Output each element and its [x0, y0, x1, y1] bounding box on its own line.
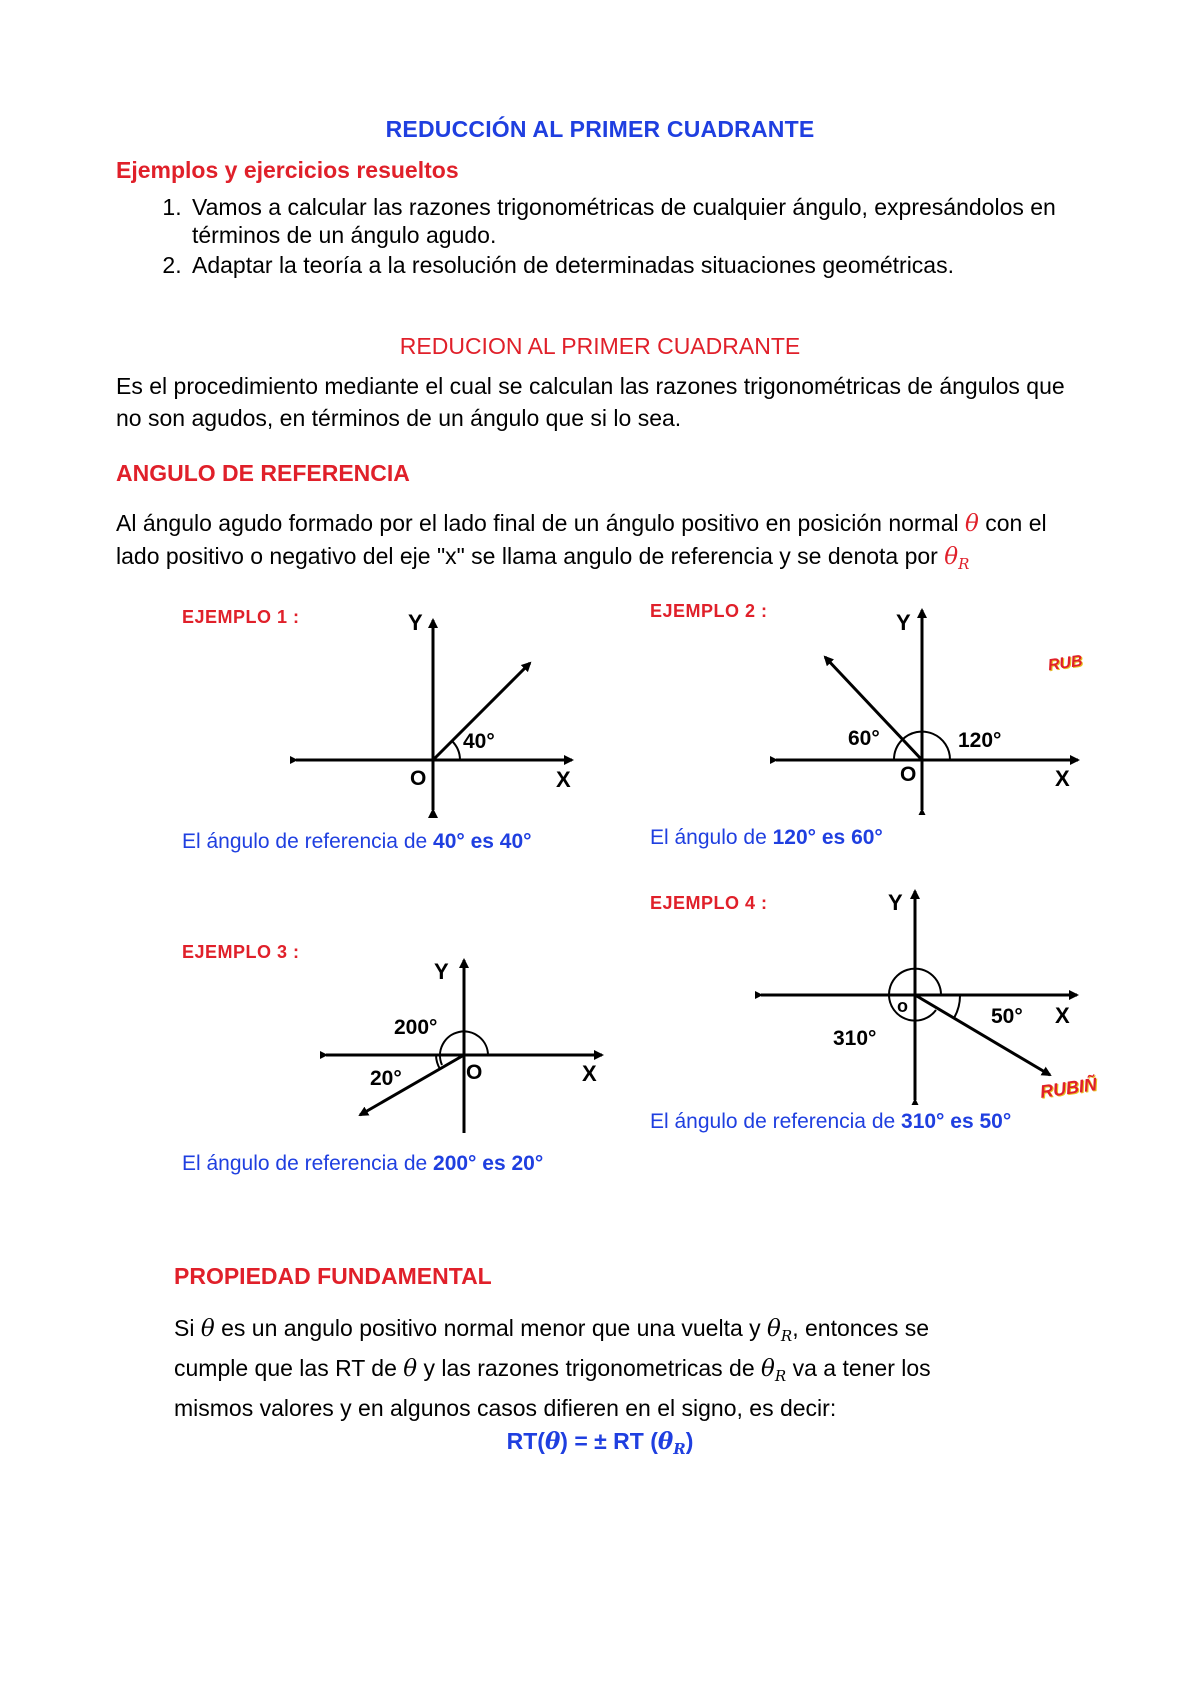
- axis-y-label: Y: [888, 890, 903, 915]
- goals-list: [150, 193, 1128, 281]
- caption-bold: 200° es 20°: [433, 1152, 544, 1175]
- theta-r-base: θ: [944, 544, 959, 570]
- angle-ref-label: 20°: [370, 1067, 402, 1090]
- reference-title: ANGULO DE REFERENCIA: [116, 460, 410, 486]
- origin-label: o: [897, 996, 908, 1016]
- theta-symbol: θ: [965, 511, 979, 537]
- caption-bold: 40° es 40°: [433, 830, 532, 853]
- angle-label: 310°: [833, 1027, 877, 1050]
- theta-r-sub: R: [780, 1327, 793, 1345]
- angle-label: 200°: [394, 1016, 438, 1039]
- property-text: [174, 1312, 1004, 1424]
- example-2-caption: [650, 826, 883, 850]
- formula-theta-r-base: θ: [657, 1428, 674, 1455]
- formula-theta-r-sub: R: [673, 1440, 686, 1458]
- formula-theta: θ: [544, 1428, 561, 1455]
- example-4-diagram: [755, 885, 1085, 1105]
- stamp-rub: RUB: [1046, 652, 1084, 675]
- terminal-side: [915, 995, 1050, 1075]
- theta-r-symbol: [761, 1356, 787, 1385]
- theta-r-sub: R: [774, 1367, 787, 1385]
- theta-r-symbol: [944, 544, 970, 573]
- formula-mid: ) = ± RT (: [560, 1428, 658, 1454]
- reduction-text: Es el procedimiento mediante el cual se calculan las razones trigonométricas de ángulos que no son agudos, en términos de un ángulo que si lo sea.: [116, 373, 1065, 431]
- example-3-diagram: [320, 955, 610, 1135]
- example-3-label: EJEMPLO 3 :: [182, 942, 300, 962]
- property-title: PROPIEDAD FUNDAMENTAL: [174, 1263, 492, 1289]
- example-1-diagram: [290, 610, 590, 820]
- caption-bold: 120° es 60°: [772, 826, 883, 849]
- property-s5: va a tener los mismos valores y en algunos casos difieren en el signo, es decir:: [174, 1355, 931, 1421]
- origin-label: O: [410, 767, 427, 790]
- axis-x-label: X: [556, 767, 571, 792]
- angle-ref-label: 50°: [991, 1005, 1023, 1028]
- theta-r-sub: R: [958, 555, 970, 573]
- goal-item: 1. Vamos a calcular las razones trigonométricas de cualquier ángulo, expresándolos en términos de un ángulo agudo.: [188, 193, 1128, 249]
- property-s3: , entonces se cumple que las RT de: [174, 1315, 930, 1381]
- reference-text: [116, 507, 1096, 580]
- property-s2: es un angulo positivo normal menor que una vuelta y: [221, 1315, 761, 1341]
- formula-theta-r: [657, 1428, 686, 1458]
- axis-x-label: X: [582, 1061, 597, 1086]
- caption-prefix: El ángulo de: [650, 826, 767, 849]
- angle-ref-label: 60°: [848, 727, 880, 750]
- caption-prefix: El ángulo de referencia de: [650, 1110, 896, 1133]
- angle-label: 120°: [958, 729, 1002, 752]
- property-s1: Si: [174, 1315, 195, 1341]
- example-1-caption: [182, 830, 532, 854]
- angle-arc-60: [894, 740, 902, 760]
- angle-arc: [452, 741, 460, 760]
- theta-symbol: θ: [403, 1356, 418, 1382]
- caption-prefix: El ángulo de referencia de: [182, 1152, 428, 1175]
- example-1-label: EJEMPLO 1 :: [182, 607, 300, 627]
- theta-r-base: θ: [761, 1356, 775, 1382]
- example-2-label: EJEMPLO 2 :: [650, 601, 768, 621]
- example-3-caption: [182, 1152, 543, 1176]
- formula-lhs: RT(: [506, 1428, 545, 1454]
- caption-prefix: El ángulo de referencia de: [182, 830, 428, 853]
- formula: [0, 1428, 1200, 1458]
- stamp-rubin: RUBIÑ: [1038, 1074, 1099, 1102]
- axis-y-label: Y: [896, 610, 911, 635]
- axis-x-label: X: [1055, 766, 1070, 791]
- goal-item: 2. Adaptar la teoría a la resolución de determinadas situaciones geométricas.: [188, 251, 1128, 279]
- page-title: REDUCCIÓN AL PRIMER CUADRANTE: [385, 116, 815, 142]
- property-s4: y las razones trigonometricas de: [423, 1355, 755, 1381]
- theta-r-symbol: [767, 1316, 793, 1345]
- origin-label: O: [466, 1061, 483, 1084]
- angle-label: 40°: [463, 730, 495, 753]
- example-4-caption: [650, 1110, 1011, 1134]
- origin-label: O: [900, 763, 917, 786]
- example-4-label: EJEMPLO 4 :: [650, 893, 768, 913]
- theta-r-base: θ: [767, 1316, 781, 1342]
- reduction-title: REDUCION AL PRIMER CUADRANTE: [399, 333, 801, 359]
- formula-end: ): [685, 1428, 694, 1454]
- reference-text-a: Al ángulo agudo formado por el lado final de un ángulo positivo en posición normal: [116, 510, 959, 536]
- axis-x-label: X: [1055, 1003, 1070, 1028]
- axis-y-label: Y: [408, 610, 423, 635]
- example-2-diagram: [770, 605, 1090, 815]
- section-subtitle: Ejemplos y ejercicios resueltos: [116, 157, 459, 183]
- reference-text-b: con el lado positivo o negativo del eje "x" se llama angulo de referencia y se denota por: [116, 510, 1047, 569]
- theta-symbol: θ: [200, 1316, 215, 1342]
- caption-bold: 310° es 50°: [901, 1110, 1012, 1133]
- angle-arc-50: [954, 995, 960, 1018]
- axis-y-label: Y: [434, 959, 449, 984]
